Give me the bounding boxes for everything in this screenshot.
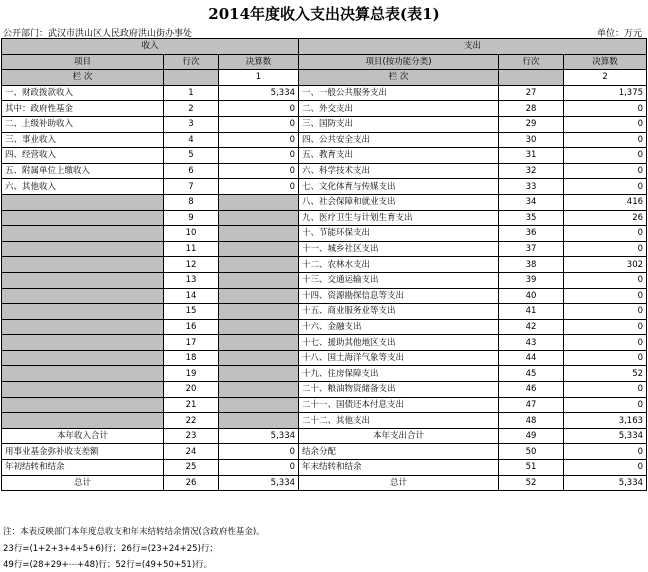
expense-item-cell: 一、一般公共服务支出 <box>299 85 499 101</box>
income-amount-cell <box>219 257 299 273</box>
expense-amount-cell: 0 <box>564 288 647 304</box>
income-item-cell <box>2 272 164 288</box>
expense-row-no-cell: 37 <box>499 241 564 257</box>
table-row <box>2 132 647 148</box>
income-item-cell <box>2 210 164 226</box>
income-row-no-cell: 7 <box>164 179 219 195</box>
income-row-no-cell: 18 <box>164 350 219 366</box>
income-row-no-cell: 5 <box>164 148 219 164</box>
expense-row-no-cell: 34 <box>499 194 564 210</box>
income-row-no-cell: 12 <box>164 257 219 273</box>
income-row-no-cell: 22 <box>164 413 219 429</box>
income-row-no-cell: 9 <box>164 210 219 226</box>
expense-header: 支出 <box>299 39 647 55</box>
income-item-cell: 六、其他收入 <box>2 179 164 195</box>
income-item-cell: 总计 <box>2 475 164 491</box>
table-row <box>2 116 647 132</box>
income-amount-cell: 5,334 <box>219 85 299 101</box>
income-item-cell <box>2 366 164 382</box>
table-row <box>2 101 647 117</box>
header-row-columns <box>2 54 647 70</box>
income-amount-cell: 0 <box>219 460 299 476</box>
table-row <box>2 382 647 398</box>
income-item-header: 项目 <box>2 54 164 70</box>
expense-row-no-cell: 28 <box>499 101 564 117</box>
income-amount-cell: 0 <box>219 179 299 195</box>
expense-row-no-cell: 46 <box>499 382 564 398</box>
income-amount-cell <box>219 194 299 210</box>
expense-row-no-cell: 32 <box>499 163 564 179</box>
table-row <box>2 350 647 366</box>
income-item-cell <box>2 350 164 366</box>
expense-row-no-cell: 49 <box>499 428 564 444</box>
income-row-no-cell: 8 <box>164 194 219 210</box>
income-item-cell: 二、上级补助收入 <box>2 116 164 132</box>
income-item-cell <box>2 319 164 335</box>
table-row <box>2 304 647 320</box>
expense-amount-cell: 5,334 <box>564 475 647 491</box>
income-item-cell <box>2 194 164 210</box>
income-row-no-cell: 13 <box>164 272 219 288</box>
income-item-cell <box>2 335 164 351</box>
income-amount-cell <box>219 350 299 366</box>
income-item-cell <box>2 397 164 413</box>
table-row <box>2 366 647 382</box>
income-lanci-blank <box>164 70 219 86</box>
income-amount-cell: 5,334 <box>219 428 299 444</box>
expense-item-cell: 十五、商业服务业等支出 <box>299 304 499 320</box>
income-amount-cell <box>219 366 299 382</box>
expense-row-no-cell: 52 <box>499 475 564 491</box>
report-title: 2014年度收入支出决算总表(表1) <box>208 5 440 23</box>
expense-item-cell: 七、文化体育与传媒支出 <box>299 179 499 195</box>
income-row-no-cell: 20 <box>164 382 219 398</box>
expense-amount-cell: 0 <box>564 460 647 476</box>
income-row-no-header: 行次 <box>164 54 219 70</box>
income-row-no-cell: 14 <box>164 288 219 304</box>
income-row-no-cell: 15 <box>164 304 219 320</box>
income-item-cell <box>2 226 164 242</box>
income-row-no-cell: 26 <box>164 475 219 491</box>
income-item-cell <box>2 413 164 429</box>
table-row <box>2 335 647 351</box>
table-row <box>2 257 647 273</box>
expense-col-index: 2 <box>564 70 647 86</box>
expense-row-no-cell: 51 <box>499 460 564 476</box>
expense-amount-cell: 0 <box>564 179 647 195</box>
expense-item-cell: 二十、粮油物资储备支出 <box>299 382 499 398</box>
expense-item-cell: 十一、城乡社区支出 <box>299 241 499 257</box>
income-row-no-cell: 25 <box>164 460 219 476</box>
income-item-cell <box>2 382 164 398</box>
table-row <box>2 210 647 226</box>
expense-item-cell: 总计 <box>299 475 499 491</box>
income-amount-cell <box>219 210 299 226</box>
income-header: 收入 <box>2 39 299 55</box>
table-row <box>2 179 647 195</box>
table-row <box>2 272 647 288</box>
income-row-no-cell: 10 <box>164 226 219 242</box>
expense-row-no-cell: 42 <box>499 319 564 335</box>
income-amount-cell: 0 <box>219 444 299 460</box>
income-amount-cell <box>219 288 299 304</box>
expense-item-cell: 十四、资源勘探信息等支出 <box>299 288 499 304</box>
expense-amount-cell: 0 <box>564 148 647 164</box>
note-line-2: 23行=(1+2+3+4+5+6)行；26行=(23+24+25)行； <box>3 544 218 554</box>
expense-item-cell: 五、教育支出 <box>299 148 499 164</box>
income-amount-cell: 0 <box>219 132 299 148</box>
income-row-no-cell: 4 <box>164 132 219 148</box>
expense-amount-cell: 26 <box>564 210 647 226</box>
expense-item-cell: 三、国防支出 <box>299 116 499 132</box>
income-amount-cell <box>219 382 299 398</box>
expense-item-cell: 八、社会保障和就业支出 <box>299 194 499 210</box>
income-amount-cell <box>219 272 299 288</box>
table-row <box>2 397 647 413</box>
income-row-no-cell: 3 <box>164 116 219 132</box>
expense-amount-cell: 0 <box>564 397 647 413</box>
expense-amount-cell: 0 <box>564 350 647 366</box>
income-amount-cell <box>219 335 299 351</box>
income-amount-cell <box>219 413 299 429</box>
income-lanci-label: 栏 次 <box>2 70 164 86</box>
table-row <box>2 85 647 101</box>
income-row-no-cell: 1 <box>164 85 219 101</box>
table-row <box>2 288 647 304</box>
table-row <box>2 194 647 210</box>
expense-lanci-label: 栏 次 <box>299 70 499 86</box>
expense-amount-cell: 0 <box>564 444 647 460</box>
expense-item-cell: 九、医疗卫生与计划生育支出 <box>299 210 499 226</box>
expense-amount-cell: 302 <box>564 257 647 273</box>
income-amount-cell: 0 <box>219 116 299 132</box>
expense-amount-cell: 0 <box>564 163 647 179</box>
income-item-cell: 三、事业收入 <box>2 132 164 148</box>
income-amount-cell <box>219 241 299 257</box>
income-row-no-cell: 23 <box>164 428 219 444</box>
expense-row-no-cell: 50 <box>499 444 564 460</box>
income-row-no-cell: 6 <box>164 163 219 179</box>
header-row-group <box>2 39 647 55</box>
expense-amount-cell: 0 <box>564 101 647 117</box>
expense-item-cell: 十三、交通运输支出 <box>299 272 499 288</box>
expense-item-cell: 六、科学技术支出 <box>299 163 499 179</box>
expense-amount-cell: 0 <box>564 319 647 335</box>
expense-amount-cell: 0 <box>564 382 647 398</box>
expense-row-no-cell: 48 <box>499 413 564 429</box>
expense-amount-cell: 0 <box>564 272 647 288</box>
income-amount-cell <box>219 226 299 242</box>
expense-row-no-cell: 36 <box>499 226 564 242</box>
table-row <box>2 460 647 476</box>
unit-label: 单位：万元 <box>596 29 642 39</box>
expense-item-header: 项目(按功能分类) <box>299 54 499 70</box>
note-line-1: 注：本表反映部门本年度总收支和年末结转结余情况(含政府性基金)。 <box>3 527 265 537</box>
income-col-index: 1 <box>219 70 299 86</box>
expense-item-cell: 二十二、其他支出 <box>299 413 499 429</box>
expense-row-no-cell: 45 <box>499 366 564 382</box>
expense-row-no-cell: 27 <box>499 85 564 101</box>
expense-row-no-cell: 31 <box>499 148 564 164</box>
expense-row-no-cell: 29 <box>499 116 564 132</box>
expense-lanci-blank <box>499 70 564 86</box>
expense-item-cell: 结余分配 <box>299 444 499 460</box>
expense-item-cell: 四、公共安全支出 <box>299 132 499 148</box>
table-row <box>2 444 647 460</box>
expense-item-cell: 十七、援助其他地区支出 <box>299 335 499 351</box>
income-amount-cell: 0 <box>219 148 299 164</box>
expense-item-cell: 十二、农林水支出 <box>299 257 499 273</box>
income-amount-cell <box>219 397 299 413</box>
income-item-cell <box>2 304 164 320</box>
expense-row-no-cell: 39 <box>499 272 564 288</box>
expense-row-no-cell: 33 <box>499 179 564 195</box>
table-row <box>2 226 647 242</box>
expense-row-no-cell: 47 <box>499 397 564 413</box>
expense-item-cell: 本年支出合计 <box>299 428 499 444</box>
expense-amount-cell: 0 <box>564 226 647 242</box>
income-amount-header: 决算数 <box>219 54 299 70</box>
expense-item-cell: 二、外交支出 <box>299 101 499 117</box>
expense-row-no-cell: 44 <box>499 350 564 366</box>
income-item-cell <box>2 257 164 273</box>
income-amount-cell: 5,334 <box>219 475 299 491</box>
income-item-cell: 本年收入合计 <box>2 428 164 444</box>
note-line-3: 49行=(28+29+⋯+48)行；52行=(49+50+51)行。 <box>3 560 213 570</box>
income-row-no-cell: 2 <box>164 101 219 117</box>
expense-amount-cell: 5,334 <box>564 428 647 444</box>
table-row <box>2 241 647 257</box>
income-amount-cell <box>219 304 299 320</box>
expense-row-no-cell: 30 <box>499 132 564 148</box>
table-row <box>2 319 647 335</box>
income-row-no-cell: 16 <box>164 319 219 335</box>
expense-item-cell: 二十一、国债还本付息支出 <box>299 397 499 413</box>
expense-amount-cell: 52 <box>564 366 647 382</box>
income-amount-cell: 0 <box>219 163 299 179</box>
expense-item-cell: 年末结转和结余 <box>299 460 499 476</box>
income-item-cell: 五、附属单位上缴收入 <box>2 163 164 179</box>
expense-amount-cell: 0 <box>564 304 647 320</box>
income-item-cell <box>2 241 164 257</box>
expense-item-cell: 十九、住房保障支出 <box>299 366 499 382</box>
income-amount-cell: 0 <box>219 101 299 117</box>
expense-item-cell: 十六、金融支出 <box>299 319 499 335</box>
expense-amount-cell: 3,163 <box>564 413 647 429</box>
expense-amount-cell: 0 <box>564 335 647 351</box>
expense-amount-cell: 0 <box>564 132 647 148</box>
expense-item-cell: 十八、国土海洋气象等支出 <box>299 350 499 366</box>
column-index-row <box>2 70 647 86</box>
expense-amount-cell: 1,375 <box>564 85 647 101</box>
income-item-cell: 四、经营收入 <box>2 148 164 164</box>
expense-row-no-cell: 38 <box>499 257 564 273</box>
income-row-no-cell: 21 <box>164 397 219 413</box>
income-item-cell: 年初结转和结余 <box>2 460 164 476</box>
table-row <box>2 148 647 164</box>
summary-table <box>1 38 647 491</box>
income-item-cell: 一、财政拨款收入 <box>2 85 164 101</box>
income-item-cell: 其中：政府性基金 <box>2 101 164 117</box>
expense-amount-cell: 0 <box>564 241 647 257</box>
expense-row-no-header: 行次 <box>499 54 564 70</box>
expense-amount-cell: 416 <box>564 194 647 210</box>
income-amount-cell <box>219 319 299 335</box>
table-row <box>2 163 647 179</box>
expense-row-no-cell: 43 <box>499 335 564 351</box>
expense-amount-cell: 0 <box>564 116 647 132</box>
income-row-no-cell: 19 <box>164 366 219 382</box>
income-item-cell <box>2 288 164 304</box>
income-item-cell: 用事业基金弥补收支差额 <box>2 444 164 460</box>
expense-item-cell: 十、节能环保支出 <box>299 226 499 242</box>
table-body <box>2 39 647 491</box>
expense-amount-header: 决算数 <box>564 54 647 70</box>
department-label: 公开部门：武汉市洪山区人民政府洪山街办事处 <box>3 29 193 39</box>
income-row-no-cell: 24 <box>164 444 219 460</box>
income-row-no-cell: 17 <box>164 335 219 351</box>
table-row <box>2 475 647 491</box>
expense-row-no-cell: 40 <box>499 288 564 304</box>
table-row <box>2 413 647 429</box>
table-row <box>2 428 647 444</box>
expense-row-no-cell: 41 <box>499 304 564 320</box>
income-row-no-cell: 11 <box>164 241 219 257</box>
expense-row-no-cell: 35 <box>499 210 564 226</box>
